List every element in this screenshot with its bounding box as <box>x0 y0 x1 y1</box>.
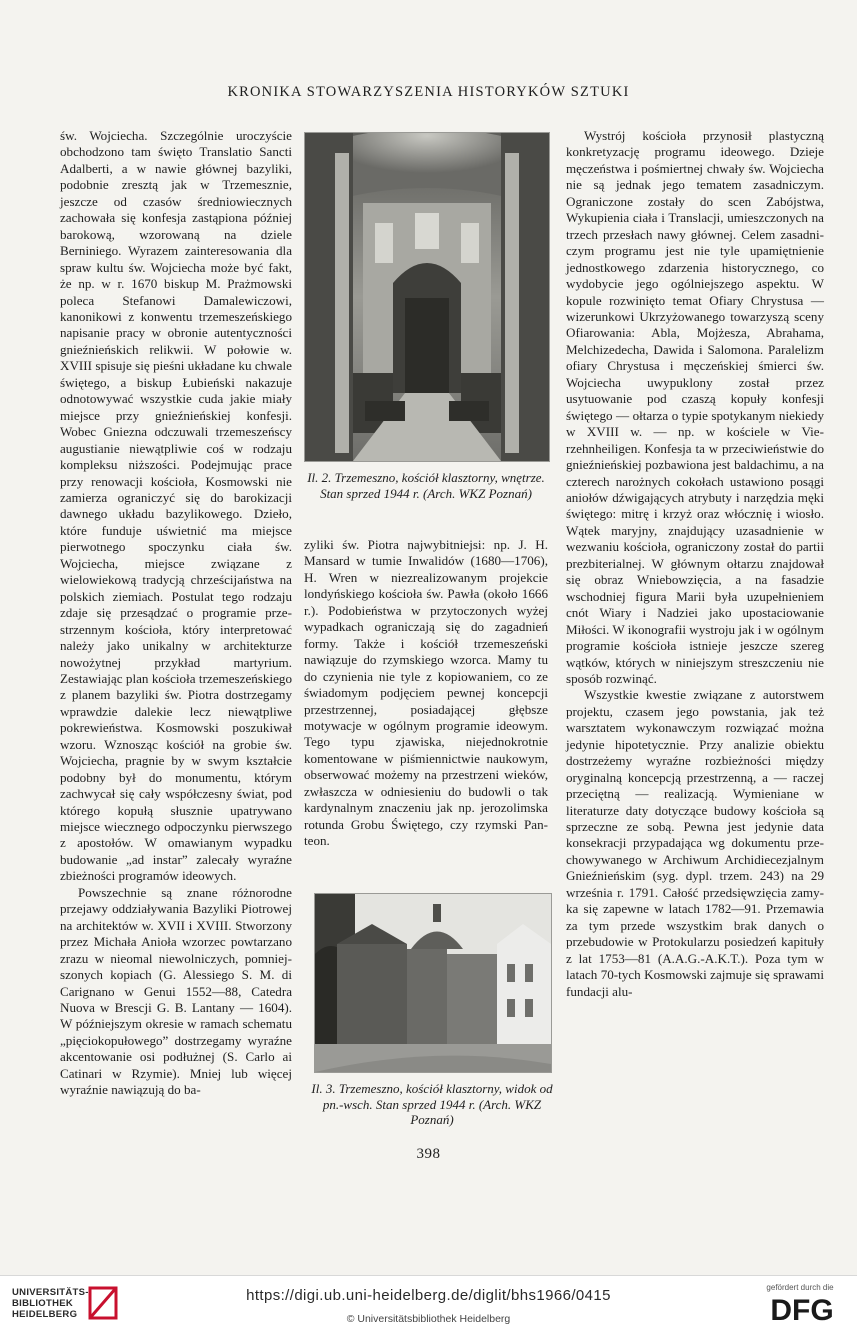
figure-church-exterior-photo <box>314 893 552 1073</box>
library-name-line: UNIVERSITÄTS- <box>12 1287 89 1298</box>
paragraph: Wszystkie kwestie związane z autorstwem projektu, czasem jego powstania, jak też warsztatem wykonawczym rozwiązać można jedynie hipotetycznie. Przy analizie obiektu dostrzeżemy wyraźne rozbieżności między oryginalną koncepcją przestrzenną, a — raczej przeciętną — realizacją. Wymieniane w literaturze daty dotyczące budowy kościoła są sprzeczne ze sobą. Pewna jest jedynie data konsekracji przypadająca wg dokumentu przechowywanego w Archiwum Archidiecezjalnym Gnieźnieńskim (syg. dypl. trzem. 243) na 29 września r. 1791. Całość przedsięwzięcia zamyka się zapewne w latach 1782—91. Przemawia za tym przede wszystkim brak danych o przebudowie w Protokularzu posiedzeń kapituły z lat 1753—81 (A.A.G.-A.K.T.). Poza tym w latach 70-tych Kosmowski zajmuje się sprawami fundacji alu- <box>566 687 824 999</box>
paragraph: zyliki św. Piotra najwybitniejsi: np. J. H. Mansard w tumie Inwalidów (1680—1706), H. Wren w niezrealizowanym projekcie londyńskiego kościoła św. Pawła (około 1666 r.). Podobieństwa w przytoczonych wyżej wypadkach ograniczają się do zagadnień formy. Także i kościół trzemeszeński nawiązuje do rzymskiego wzorca. Mamy tu do czynienia nie tyle z kopiowaniem, co ze świadomym podjęciem pewnej koncepcji przestrzennej, posiadającej głębsze motywacje w ogólnym programie ideowym. Tego typu zjawiska, niejednokrotnie komentowane w piśmiennictwie naukowym, obserwować możemy na przestrzeni wieków, zwłaszcza w odniesieniu do budowli o tak kardynalnym znaczeniu jak np. jerozolimska rotunda Grobu Świętego, czy rzymski Panteon. <box>304 537 548 849</box>
text-column-middle <box>304 537 548 850</box>
paragraph: Powszechnie są znane różnorodne przejawy oddziaływania Bazyliki Piotrowej na architektów w. XVII i XVIII. Stworzony przez Michała Anioła wzorzec powtarzano zrazu w nieomal niewolniczych, pomniejszonych kopiach (G. Alessiego S. M. di Carignano w Genui 1552—88, Catedra Nuova w Brescji G. B. Lantany — 1604). W późniejszym okresie w ramach schematu „pięciokopułowego” dostrzegamy wyraźne akcentowanie osi podłużnej (S. Carlo ai Catinari w Rzymie). Mniej lub więcej wyraźnie nawiązują do ba- <box>60 884 292 1098</box>
figure-caption: Il. 2. Trzemeszno, kościół klasztorny, wnętrze. Stan sprzed 1944 r. (Arch. WKZ Poznań) <box>307 470 545 501</box>
text-column-right <box>566 128 824 1000</box>
paragraph: św. Wojciecha. Szczególnie uroczyście obchodzono tam święto Translatio Sancti Adalberti, a w nawie głównej bazyliki, podobnie zresztą jak w Trzemesznie, jeszcze od czasów średniowiecznych zachowała się konfesja zastąpiona później barokową, wzorowaną na dziele Berniniego. Wyrazem zainteresowania dla spraw kultu św. Wojciecha może być fakt, że np. w r. 1670 biskup M. Prażmowski poleca Stefanowi Damalewiczowi, kanonikowi z konwentu trzemeszeńskiego napisanie pracy w obronie autentyczności gnieźnieńskich relikwii. W połowie w. XVIII spisuje się pieśni układane ku chwale świętego, a biskup Łubieński nakazuje odnotowywać wszystkie cuda jakie miały miejsce przy gnieźnieńskiej konfesji. Wobec Gniezna odczuwali trzemeszeńscy augustianie niewątpliwie coś w rodzaju kompleksu niższości. Podejmując prace przy renowacji kościoła, Kosmowski nie zamierza ograniczyć się do barokizacji dawnego układu bazylikowego. Dzieło, które funduje uświetnić ma miejsce pierwotnego spoczynku ciała św. Wojciecha, miejsce związane z wielowiekową tradycją chrześcijaństwa na polskich ziemiach. Postulat tego rodzaju zdaje się przesądzać o programie przestrzennym kościoła, który interpretować należy jako unikalny w architekturze nowożytnej przykład martyrium. Zestawiając plan kościoła trzemeszeńskiego z planem bazyliki św. Piotra dostrzegamy wprawdzie dalekie lecz niewątpliwe pokrewieństwa. Kosmowski poszukiwał wzoru. Wznosząc kościół na grobie św. Wojciecha, pragnie by w swym kształcie podobny był do monumentu, którym zachwycał się cały współczesny świat, pod którego kopułą słusznie upatrywano miejsce wiecznego odpoczynku pierwszego z apostołów. W omawianym wypadku budowanie „ad instar” zalecały wyraźne zbieżności programów ideowych. <box>60 128 292 884</box>
dfg-logo-text: DFG <box>770 1294 834 1325</box>
funded-by-label: gefördert durch die <box>766 1283 834 1292</box>
interior-photo-drawing <box>305 133 549 461</box>
viewer-footer <box>0 1275 857 1335</box>
library-name-line: BIBLIOTHEK <box>12 1298 74 1309</box>
paragraph: Wystrój kościoła przynosił plastyczną konkretyzację programu ideowego. Dzieje męczeństwa i pośmiertnej chwały św. Wojciecha nie są jednak jego tematem zasadniczym. Ograniczone zostały do scen Zabójstwa, Wykupienia ciała i Translacji, umieszczonych na trzech przesłach nawy głównej. Celem zasadniczym programu jest nie tyle upamiętnienie jednostkowego zdarzenia historycznego, co wydobycie jego ogólniejszego aspektu. W kopule rozwinięto temat Ofiary Chrystusa — wizerunkowi Ukrzyżowanego towarzyszą sceny Ofiarowania: Abla, Mojżesza, Abrahama, Melchizedecha, Dawida i Salomona. Paralelizm ofiary Chrystusa i męczeńskiej śmierci św. Wojciecha uwypuklony został przez usytuowanie pod czaszą kopuły konfesji świętego — ołtarza o typie spotykanym niekiedy w XVIII w. — np. w kościele w Vierzehnheiligen. Konfesja ta w przeciwieństwie do gnieźnieńskiej pozbawiona jest baldachimu, a na czterech narożnych cokołach ustawiono posągi aniołów dźwigających atrybuty i narzędzia męki świętego: mitrę i krzyż oraz włócznię i wiosło. Wątek maryjny, znajdujący uzasadnienie w wezwaniu kościoła, ograniczony został do partii prezbiterialnej. W głównym ołtarzu znajdował się obraz Wniebowzięcia, a na fasadzie wschodniej figura Marii była uzupełnieniem cnót Wiary i Nadziei jako upostaciowanie Miłości. W ikonografii wystroju jak i w ogólnym programie kościoła istnieje jeszcze szereg wątków, których w niniejszym streszczeniu nie sposób rozwinąć. <box>566 128 824 686</box>
text-column-left <box>60 128 292 1099</box>
figure-church-interior-photo <box>304 132 550 462</box>
library-name-line: HEIDELBERG <box>12 1309 78 1320</box>
copyright-notice: © Universitätsbibliothek Heidelberg <box>346 1313 511 1325</box>
permalink-url[interactable]: https://digi.ub.uni-heidelberg.de/diglit/bhs1966/0415 <box>246 1287 611 1304</box>
dfg-logo-icon <box>762 1293 842 1325</box>
exterior-photo-drawing <box>315 894 551 1072</box>
running-header: KRONIKA STOWARZYSZENIA HISTORYKÓW SZTUKI <box>227 84 630 100</box>
figure-caption: Il. 3. Trzemeszno, kościół klasztorny, widok od pn.-wsch. Stan sprzed 1944 r. (Arch. WKZ Poznań) <box>311 1081 553 1127</box>
page-number: 398 <box>416 1146 441 1162</box>
